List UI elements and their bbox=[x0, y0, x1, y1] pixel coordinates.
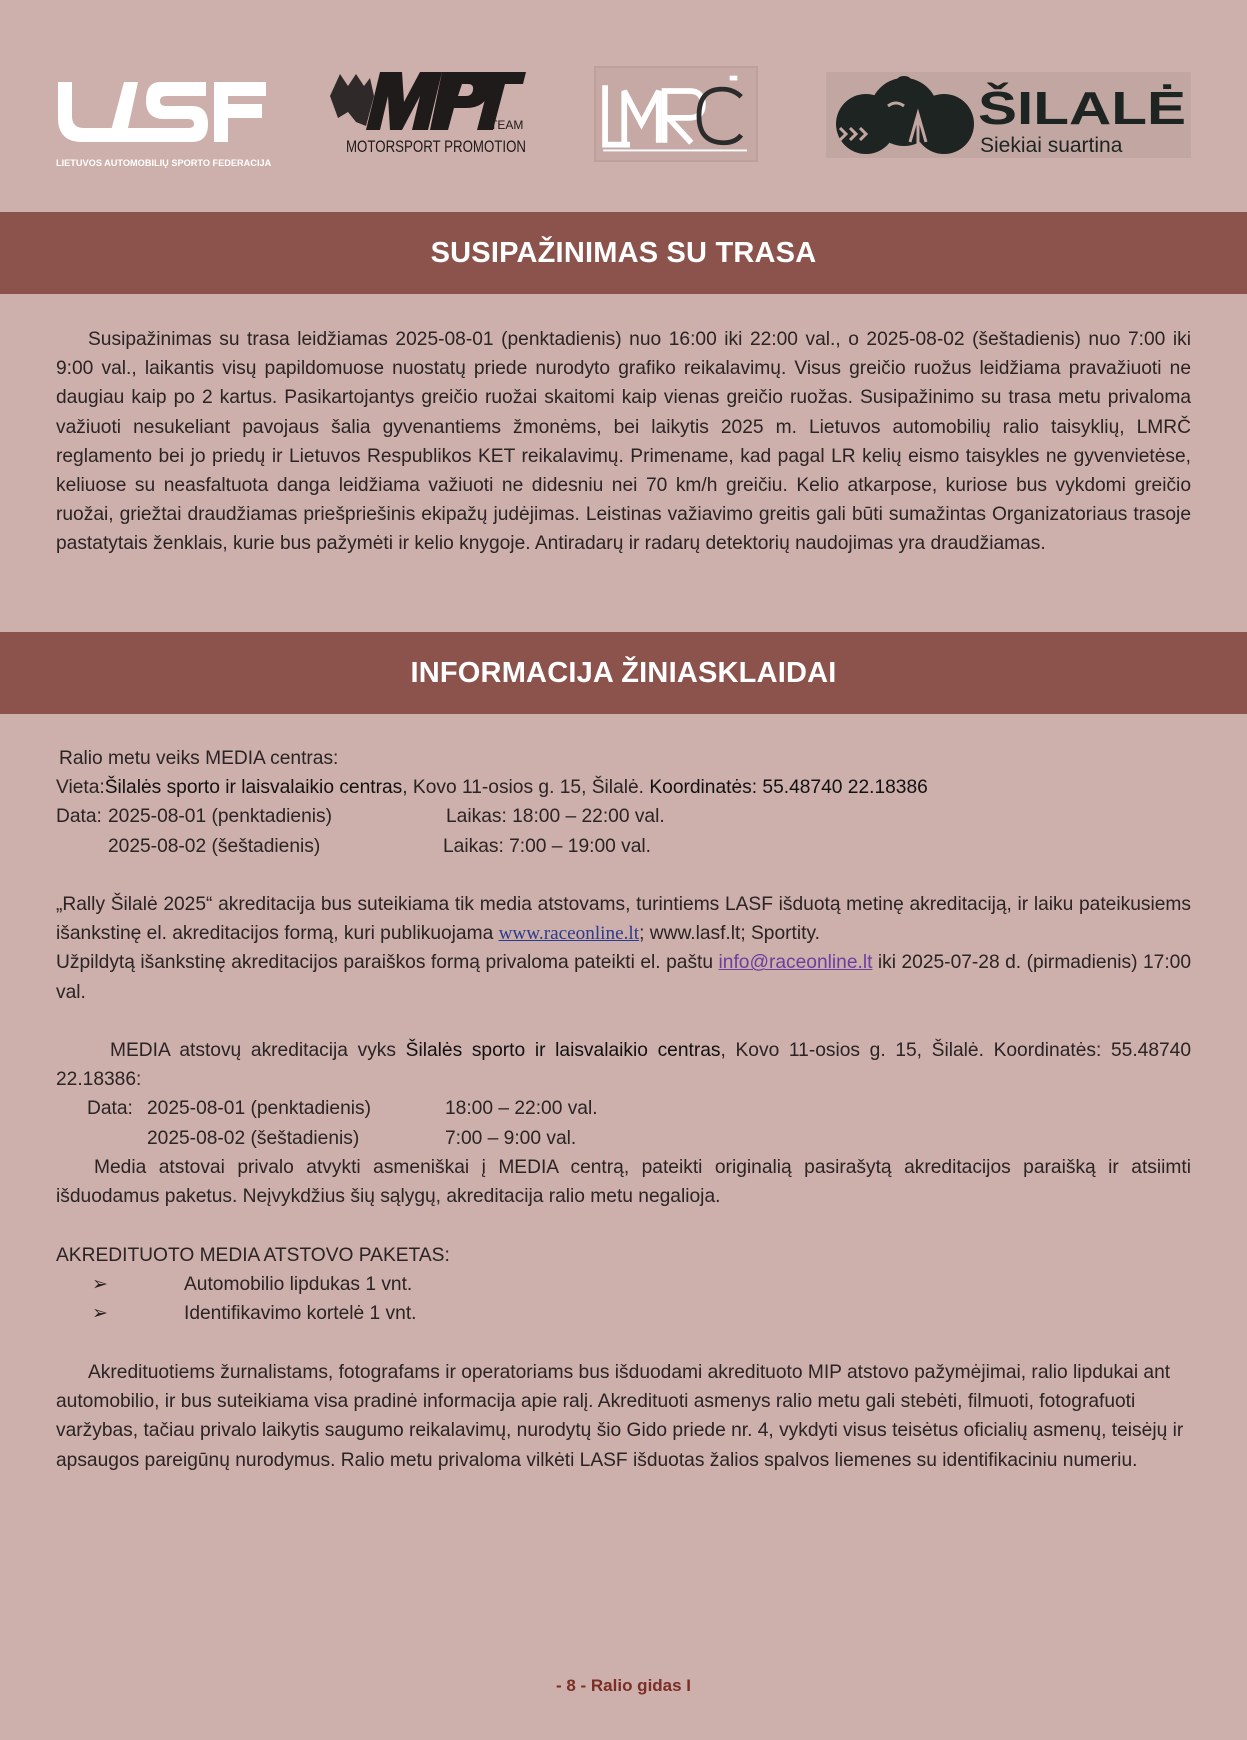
silale-title: ŠILALĖ bbox=[978, 82, 1186, 134]
accreditation-location-b: , Kovo 11-osios g. 15, Šilalė. Koordinatės: 55.48740 22.18386: bbox=[56, 1040, 1192, 1091]
accreditation-date-2: 2025-08-02 (šeštadienis) bbox=[147, 1127, 360, 1149]
media-date-2: 2025-08-02 (šeštadienis) bbox=[108, 835, 321, 857]
media-location-label: Vieta: bbox=[56, 777, 105, 799]
accreditation-time-2: 7:00 – 9:00 val. bbox=[445, 1127, 577, 1149]
lasf-subtitle: LIETUVOS AUTOMOBILIŲ SPORTO FEDERACIJA bbox=[56, 158, 272, 168]
mpt-team: TEAM bbox=[490, 118, 524, 132]
media-intro: Ralio metu veiks MEDIA centras: bbox=[59, 748, 339, 769]
accreditation-text-1b: ; www.lasf.lt; Sportity. bbox=[639, 923, 820, 945]
section-title-track: SUSIPAŽINIMAS SU TRASA bbox=[430, 236, 817, 269]
accreditation-block bbox=[56, 890, 1191, 1007]
closing-paragraph: Akredituotiems žurnalistams, fotografams ir operatoriams bus išduodami akredituoto MIP atstovo pažymėjimai, ralio lipdukai ant automobilio, ir bus suteikiama visa pradinė informacija apie ralį. Akredituoti asmenys ralio metu gali stebėti, filmuoti, fotografuoti varžybas, tačiau privalo laikytis saugumo reikalavimų, nurodytų šio Gido priede nr. 4, vykdyti visus teisėtus oficialių asmenų, teisėjų ir apsaugos pareigūnų nurodymus. Ralio metu privaloma vilkėti LASF išduotas žalios spalvos liemenes su identifikaciniu numeriu. bbox=[56, 1362, 1184, 1471]
raceonline-link[interactable]: www.raceonline.lt bbox=[498, 923, 640, 945]
accreditation-location-place: Šilalės sporto ir laisvalaikio centras bbox=[405, 1040, 721, 1061]
logo-bar bbox=[0, 60, 1247, 180]
package-item bbox=[56, 1270, 1191, 1299]
mpt-subtitle: MOTORSPORT PROMOTION bbox=[346, 137, 526, 156]
media-time-2: Laikas: 7:00 – 19:00 val. bbox=[443, 835, 652, 857]
bullet-arrow-icon: ➢ bbox=[92, 1303, 109, 1325]
media-location-place: Šilalės sporto ir laisvalaikio centras bbox=[104, 777, 403, 799]
accreditation-text-1a: „Rally Šilalė 2025“ akreditacija bus suteikiama tik media atstovams, turintiems LASF išduotą metinę akreditaciją, ir laiku pateikusiems išankstinę el. akreditacijos formą, kuri publikuojama bbox=[56, 894, 1191, 945]
accreditation-date-1: 2025-08-01 (penktadienis) bbox=[147, 1098, 372, 1120]
package-title: AKREDITUOTO MEDIA ATSTOVO PAKETAS: bbox=[56, 1245, 450, 1266]
accreditation-text-2b: iki 2025-07-28 d. (pirmadienis) 17:00 val. bbox=[56, 952, 1191, 1003]
section-title-media: INFORMACIJA ŽINIASKLAIDAI bbox=[410, 656, 837, 689]
lasf-logo bbox=[56, 70, 272, 170]
accreditation-schedule-row-2 bbox=[56, 1124, 1191, 1153]
media-date-label: Data: bbox=[56, 806, 102, 828]
section-header-track bbox=[0, 212, 1247, 294]
media-location-address: , Kovo 11-osios g. 15, Šilalė. bbox=[402, 777, 650, 799]
email-link[interactable]: info@raceonline.lt bbox=[718, 952, 873, 974]
accreditation-location-a: MEDIA atstovų akreditacija vyks bbox=[110, 1040, 406, 1061]
section-header-media bbox=[0, 632, 1247, 714]
bullet-arrow-icon: ➢ bbox=[92, 1274, 109, 1296]
media-schedule-row-2 bbox=[56, 832, 1191, 861]
silale-logo bbox=[826, 72, 1191, 158]
accreditation-location bbox=[56, 1036, 1191, 1094]
silale-slogan: Siekiai suartina bbox=[980, 134, 1123, 157]
accreditation-location-block bbox=[56, 1036, 1191, 1211]
package-item-text: Identifikavimo kortelė 1 vnt. bbox=[184, 1303, 417, 1325]
accreditation-requirements: Media atstovai privalo atvykti asmeniškai į MEDIA centrą, pateikti originalią pasirašytą akreditacijos paraišką ir atsiimti išduodamus paketus. Neįvykdžius šių sąlygų, akreditacija ralio metu negalioja. bbox=[56, 1156, 1191, 1208]
accreditation-paragraph-2 bbox=[56, 948, 1191, 1006]
accreditation-text-2a: Užpildytą išankstinę akreditacijos paraiškos formą privaloma pateikti el. paštu bbox=[56, 952, 719, 974]
package-block bbox=[56, 1241, 1191, 1329]
closing-block bbox=[56, 1358, 1186, 1475]
mpt-logo bbox=[326, 66, 526, 166]
accreditation-date-label: Data: bbox=[87, 1098, 133, 1120]
accreditation-paragraph-1 bbox=[56, 890, 1191, 948]
package-item-text: Automobilio lipdukas 1 vnt. bbox=[184, 1274, 413, 1296]
package-item bbox=[56, 1299, 1191, 1328]
media-center-block bbox=[56, 744, 1191, 861]
media-schedule-row-1 bbox=[56, 802, 1191, 831]
track-paragraph-block bbox=[56, 325, 1191, 559]
track-paragraph: Susipažinimas su trasa leidžiamas 2025-08-01 (penktadienis) nuo 16:00 iki 22:00 val., o 2025-08-02 (šeštadienis) nuo 7:00 iki 9:00 val., laikantis visų papildomuose nuostatų priede nurodyto grafiko reikalavimų. Visus greičio ruožus leidžiama pravažiuoti ne daugiau kaip po 2 kartus. Pasikartojantys greičio ruožai skaitomi kaip vienas greičio ruožas. Susipažinimo su trasa metu privaloma važiuoti nesukeliant pavojaus šalia gyvenantiems žmonėms, bei laikytis 2025 m. Lietuvos automobilių ralio taisyklių, LMRČ reglamento bei jo priedų ir Lietuvos Respublikos KET reikalavimų. Primename, kad pagal LR kelių eismo taisykles ne gyvenvietėse, keliuose su neasfaltuota danga leidžiama važiuoti ne didesniu nei 70 km/h greičiu. Kelio atkarpose, kuriose bus vykdomi greičio ruožai, griežtai draudžiamas priešpriešinis ekipažų judėjimas. Leistinas važiavimo greitis gali būti sumažintas Organizatoriaus trasoje pastatytais ženklais, kurie bus pažymėti ir kelio knygoje. Antiradarų ir radarų detektorių naudojimas yra draudžiamas. bbox=[56, 329, 1191, 555]
media-time-1: Laikas: 18:00 – 22:00 val. bbox=[446, 806, 665, 828]
media-location-coords: Koordinatės: 55.48740 22.18386 bbox=[649, 777, 928, 799]
accreditation-schedule-row-1 bbox=[56, 1094, 1191, 1123]
lmrc-logo bbox=[594, 66, 758, 162]
media-date-1: 2025-08-01 (penktadienis) bbox=[108, 806, 333, 828]
page-footer: - 8 - Ralio gidas I bbox=[555, 1676, 692, 1695]
accreditation-time-1: 18:00 – 22:00 val. bbox=[445, 1098, 598, 1120]
media-location bbox=[56, 773, 1191, 802]
